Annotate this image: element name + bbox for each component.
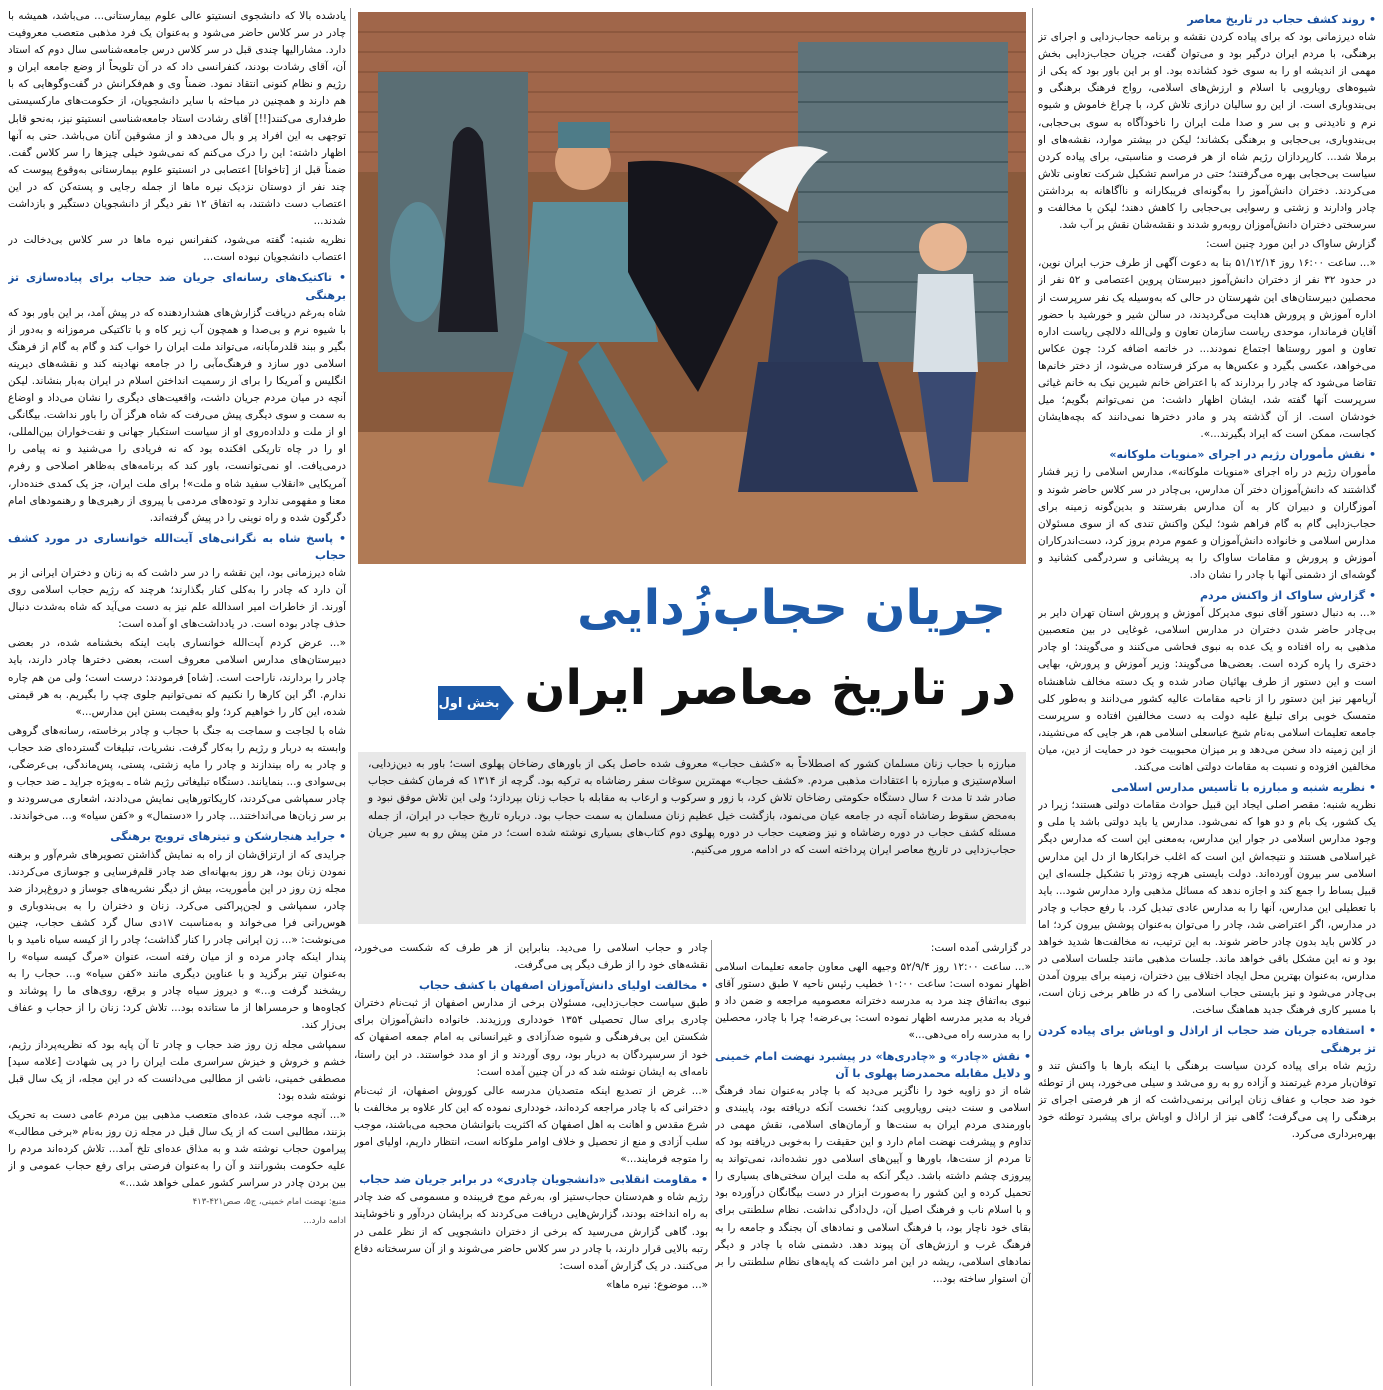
paragraph: مأموران رژیم در راه اجرای «منویات ملوکانه»، مدارس اسلامی را زیر فشار گذاشتند که دانش‌آموزان دختر آن مدارس، بی‌چادر در سر کلاس حاضر شوند و آموزگاران و دبیران کار به آن مدارس بفرستند و بدین‌گونه زمینه برای حجاب‌زدایی گام به گام فراهم شود؛ لیکن واکنش تندی که از سوی مسئولان مدارس اسلامی و خانواده دانش‌آموزان و عموم مردم بروز کرد، دست‌اندرکاران آموزش و پرورش و مقامات ساواک را به پریشانی و سردرگمی کشانید و گوشه‌ای از دشمنی آنها با چادر را نشان داد. — [1038, 466, 1376, 581]
paragraph: رژیم شاه برای پیاده کردن سیاست برهنگی با اینکه بارها با واکنش تند و توفان‌بار مردم غیرتمند و آزاده رو به رو می‌شد و سیلی می‌خورد، پس از توطئه خود ضد حجاب و عفاف زنان ایرانی برنمی‌داشت که از هر فرصتی اجرای تز برهنگی را پی می‌گرفت؛ گاهی نیز از اراذل و اوباش برای پیشبرد توطئه خود بهره‌برداری می‌کرد. — [1038, 1059, 1376, 1140]
part-badge-arrow — [500, 686, 514, 720]
column-bottom-middle — [715, 940, 1031, 1380]
paragraph: «... ساعت ۱۲:۰۰ روز ۵۲/۹/۴ وجیهه الهی معاون جامعه تعلیمات اسلامی اظهار نموده است: ساعت ۱۰:۰۰ خطیب رئیس ناحیه ۷ طبق دستور آقای نبوی به‌اتفاق چند مرد به مدرسه دخترانه معصومیه مراجعه و ضمن داد و فریاد به مدیر مدرسه اظهار نموده است: بی‌عرضه! چرا با چادر، محصلین را به مدرسه راه می‌دهی...» — [715, 961, 1031, 1042]
paragraph: گزارش ساواک در این مورد چنین است: — [1206, 238, 1376, 251]
paragraph: شاه به‌رغم دریافت گزارش‌های هشداردهنده که در پیش آمد، بر این باور بود که با شیوه نرم و بی‌صدا و همچون آب زیر کاه و با تاکتیکی مرموزانه و به‌دور از بگیر و ببند قلدرمآبانه، می‌تواند ملت ایران را خواب کند و گام به گام از فرهنگ اسلامی دور سازد و فرهنگ‌مآبی را در جامعه نهادینه کند و نقشه‌های دیرینه انگلیس و آمریکا را برای از رسمیت انداختن اسلام در ایران به‌بار بنشاند. لیکن آنچه در میان مردم جریان داشت، واقعیت‌های دیگری را نشان می‌داد و اوضاع به سمت و سوی دیگری پیش می‌رفت که شاه هرگز آن را باور نداشت. بیگانگی او از ملت و دلداده‌روی او از سیاست استکبار جهانی و نفت‌خواران بین‌المللی، او را در چاه تاریکی افکنده بود که نه فریادی را می‌شنید و نه پیامی را درمی‌یافت. او نمی‌توانست، باور کند که برنامه‌های به‌ظاهر اصلاحی و رفرم آمریکایی «انقلاب سفید شاه و ملت»! برای ملت ایران، جز یک کمدی خنده‌دار، معنا و مفهومی ندارد و توده‌های مردمی با پیروی از رهبری‌ها و رهنمودهای امام دگرگون شده و راه نوینی را در پیش گرفته‌اند. — [8, 306, 346, 524]
column-divider — [350, 8, 351, 1386]
paragraph: «... ساعت ۱۶:۰۰ روز ۵۱/۱۲/۱۴ بنا به دعوت آگهی از طرف حزب ایران نوین، در حدود ۳۲ نفر از دختران دانش‌آموز دبیرستان پروین اعتصامی و ۵۲ نفر از محصلین دبیرستان‌های این شهرستان در حالی که به‌وسیله یک نفر سرپرست از اداره آموزش و پرورش هدایت می‌گردیدند، در سالن شیر و خورشید با حضور آقایان فرماندار، موحدی ریاست سازمان تعاون و ولی‌الله دلالچی ریاست اداره تعاون و امور روستاها اجتماع نمودند... در خاتمه اضافه کرد: چون عکاس می‌خواهد، عکسی بگیرد و عکس‌ها به مرکز فرستاده می‌شود، از دختر خانم‌ها تقاضا می‌شود که چادر را بردارند که با اعتراض خانم شیرین نیک به خانم غیاثی سرپرست آنها گفته شد، ایشان اظهار داشت: من نمی‌توانم بگویم؛ میل خودشان است. از آن گذشته پدر و مادر دخترها نمی‌دانند که بچه‌هایشان کجاست، ممکن است که ایراد بگیرند...». — [1038, 257, 1376, 441]
column-divider — [1032, 8, 1033, 1386]
section-heading: • جراید هنجارشکن و تیترهای ترویج برهنگی — [110, 830, 346, 844]
paragraph: در گزارشی آمده است: — [930, 942, 1031, 954]
paragraph: سمپاشی مجله زن روز ضد حجاب و چادر تا آن پایه بود که نظریه‌پرداز رژیم، خشم و خروش و خیزش سراسری ملت ایران را در پی شهادت [علامه سید] مصطفی خمینی، ناشی از مطالبی می‌دانست که در این مجله، از یک سال قبل نوشته شده بود: — [8, 1038, 346, 1102]
section-heading: • مخالفت اولیای دانش‌آموزان اصفهان با کشف حجاب — [419, 979, 708, 993]
footnote: ادامه دارد... — [303, 1216, 346, 1227]
column-divider — [711, 940, 712, 1386]
headline-line-1: جریان حجاب‌زُدایی — [577, 580, 1006, 636]
section-heading: • نظریه شنبه و مبارزه با تأسیس مدارس اسلامی — [1111, 781, 1376, 795]
hero-illustration-svg — [358, 12, 1026, 564]
column-right — [1038, 8, 1376, 1388]
column-left — [8, 8, 346, 1388]
lead-paragraph: مبارزه با حجاب زنان مسلمان کشور که اصطلاحاً به «کشف حجاب» معروف شده حاصل یکی از باورهای رضاخان پهلوی است؛ باور به دین‌زدایی، اسلام‌ستیزی و مبارزه با اعتقادات مذهبی مردم. «کشف حجاب» مهمترین سوغات سفر رضاشاه به ترکیه بود. گرچه از ۱۳۱۴ که فرمان کشف حجاب صادر شد تا مدت ۶ سال دستگاه حکومتی رضاخان تلاش کرد، با زور و سرکوب و ارعاب به مقابله با حجاب زنان بپردازد؛ ولی این تلاش موفق نبود و به‌محض سقوط رضاشاه آنچه در جامعه عیان می‌نمود، بازگشت خیل عظیم زنان مسلمان به سمت حجاب بود. درباره تاریخ حجاب در ایران، از جمله مسئله کشف حجاب در دوره رضاشاه و نیز وضعیت حجاب در دوره پهلوی دوم کتاب‌های بسیاری نوشته شده است؛ در متن پیش رو به سیر جریان حجاب‌زدایی در تاریخ معاصر ایران پرداخته است که در ادامه مرور می‌کنیم. — [358, 752, 1026, 924]
paragraph: «... به دنبال دستور آقای نبوی مدیرکل آموزش و پرورش استان تهران دایر بر بی‌چادر حاضر شدن دختران در مدارس اسلامی، غوغایی در بین متعصبین مذهبی به راه افتاده و یک عده به نبوی فحاشی می‌کنند و می‌گویند: او چادر دختری را پاره کرده است. بعضی‌ها می‌گویند: وزیر آموزش و پرورش، بهایی است و این دستور از طرف بهائیان صادر شده و یک دسته مخالف شاهنشاه آریامهر نیز این دستور را از ناحیه مقامات عالیه کشور می‌دانند و به‌طور کلی متمسک خوبی برای تبلیغ علیه دولت به دست مخالفین افتاده و سرپرست جامعه تعلیمات اسلامی به‌نام شیخ عباسعلی اسلامی هم، هر جایی که می‌نشیند، از این زمینه داد سخن می‌دهد و بر میزان محبوبیت خود در حمایت از دین، میان مخالفین افزوده و نسبت به مقامات دولتی اهانت می‌کند. — [1038, 607, 1376, 774]
section-heading: • تاکتیک‌های رسانه‌ای جریان ضد حجاب برای پیاده‌سازی تز برهنگی — [8, 271, 346, 302]
paragraph: طبق سیاست حجاب‌زدایی، مسئولان برخی از مدارس اصفهان از ثبت‌نام دختران چادری برای سال تحصیلی ۱۳۵۴ خودداری ورزیدند. خانواده دانش‌آموزان برای شکستن این بی‌فرهنگی و شیوه ضدآزادی و غیرانسانی به امام جمعه اصفهان که خود از سرسپردگان به دربار بود، روی آوردند و از او مدد خواستند. در این راستا، نامه‌ای به ایشان نوشته شد که در آن چنین آمده است: — [354, 997, 708, 1078]
paragraph: نظریه شنبه: گفته می‌شود، کنفرانس نیره ماها در سر کلاس بی‌دخالت در اعتصاب دانشجویان نبوده است... — [8, 234, 346, 264]
hero-illustration — [358, 12, 1026, 564]
part-badge: بخش اول — [438, 686, 500, 720]
section-heading: • نقش مأموران رژیم در اجرای «منویات ملوکانه» — [1109, 448, 1376, 462]
paragraph: «... آنچه موجب شد، عده‌ای متعصب مذهبی بین مردم عامی دست به تحریک بزنند، مطالبی است که از یک سال قبل در مجله زن روز به‌نام «برخی مطالب» پیرامون حجاب نوشته شد و به مذاق عده‌ای تلخ آمد... تلاش کرده‌اند مردم را علیه حکومت بشورانند و آن را به‌عنوان فرصتی برای رفع حجاب عمومی و از بین بردن چادر در سراسر کشور عملی خواهد شد...» — [8, 1108, 346, 1190]
paragraph: شاه دیرزمانی بود که برای پیاده کردن نقشه و برنامه حجاب‌زدایی و اجرای تز برهنگی، با مردم ایران درگیر بود و می‌توان گفت، جریان حجاب‌زدایی بخش مهمی از اندیشه او را به سوی خود کشانده بود. او بر این باور بود که یکی از شیوه‌های رویارویی با اسلام و ارزش‌های اسلامی، رواج فرهنگ برهنگی و بی‌بندوباری است. از این رو سالیان درازی تلاش کرد، با چراغ خاموش و شیوه نرم و نادیدنی و بی سر و صدا ملت ایران را ناخودآگاه به سوی بی‌حجابی، بی‌بندوباری، بی‌حجابی و برهنگی بکشاند؛ لیکن در بیشتر موارد، نقشه‌های او برملا شد... کارپردازان رژیم شاه از هر فرصت و مناسبتی، برای پیاده کردن سیاست بی‌حجابی بهره می‌گرفتند؛ حتی در مراسم تشکیل شرکت تعاونی تلاش می‌کردند. دختران دانش‌آموز را به‌گونه‌ای فریبکارانه و ناآگاهانه به برداشتن چادر وادارند و زشتی و رسوایی بی‌حجابی را کاهش دهند؛ لیکن با مخالفت و سرسختی دختران دانش‌آموزان روبه‌رو شدند و نقشه‌شان نقش بر آب شد. — [1038, 31, 1376, 232]
paragraph: «... غرض از تصدیع اینکه متصدیان مدرسه عالی کوروش اصفهان، از ثبت‌نام دخترانی که با چادر مراجعه کرده‌اند، خودداری نموده که این کار علاوه بر مخالفت با شرع مقدس و اهانت به اهل اصفهان که اکثریت بانوانشان محجبه می‌باشند، موجب سلب آزادی و منع از تحصیل و خلاف اوامر ملوکانه است، انتظار داریم، اولیای امور را متوجه فرمایند...» — [354, 1084, 708, 1166]
paragraph: جرایدی که از ارتزاق‌شان از راه به نمایش گذاشتن تصویرهای شرم‌آور و برهنه نمودن زنان بود، هر روز به‌بهانه‌ای ضد چادر قلم‌فرسایی و جوسازی می‌کردند. مجله زن روز در این مأموریت، بیش از دیگر نشریه‌های جوساز و دروغ‌پرداز ضد چادر، سمپاشی و لجن‌پراکنی می‌کرد. زنان و دختران را به بی‌بندوباری و هوس‌رانی فرا می‌خواند و به‌مناسبت ۱۷دی سال گرد کشف حجاب، چنین می‌نوشت: «... زن ایرانی چادر را کنار گذاشت؛ چادر را از کیسه سیاه نامید و با پندار اینکه چادر مرده و از میان رفته است، عنوان «مرگ کیسه سیاه» را به‌عنوان تیتر برگزید و با عناوین دیگری مانند «کفن سیاه» و... حجاب را به ریشخند گرفت و...» و دیروز سیاه چادر و برقع، روی‌های ما را پوشاند و کجاوه‌ها و حرمسراها از ما ستانده بود... تلاش کرد: زنان را از حجاب و عفاف بی‌زار کند. — [8, 848, 346, 1032]
section-heading: • پاسخ شاه به نگرانی‌های آیت‌الله خوانساری در مورد کشف حجاب — [8, 531, 346, 562]
paragraph: شاه از دو زاویه خود را ناگزیر می‌دید که با چادر به‌عنوان نماد فرهنگ اسلامی و سنت دینی رویارویی کند؛ نخست آنکه دریافته بود، پایبندی و باورمندی مردم ایران به سنت‌ها و آرمان‌های اسلامی، نقش مهمی در تداوم و پیشرفت نهضت امام دارد و این حقیقت را به‌خوبی دریافته بود که تا مردم از سنت‌ها، باورها و آیین‌های اسلامی دور نشده‌اند، نمی‌تواند به پیروزی چشم داشته باشد. دیگر آنکه به ملت ایران سختی‌های بسیاری را تحمیل کرده و این کشور را به‌صورت ابزار در دست بیگانگان درآورده بود و با اسلام ناب و فرهنگ اصیل آن، دل‌دادگی نداشت. نظام سلطنتی برای بقای خود ناچار بود، با فرهنگ اسلامی و نمادهای آن بجنگد و جامعه را به فرهنگ غرب و ارزش‌های آن پیوند دهد. دشمنی شاه با چادر و دیگر نمادهای اسلامی، ریشه در این امر داشت که پایه‌های نظام سلطنتی را بر آن استوار ساخته بود... — [715, 1084, 1031, 1285]
section-heading: • روند کشف حجاب در تاریخ معاصر — [1187, 13, 1376, 26]
paragraph: یادشده بالا که دانشجوی انستیتو عالی علوم بیمارستانی... می‌باشد، همیشه با چادر در سر کلاس حاضر می‌شود و به‌عنوان یک فرد مذهبی متعصب معروفیت دارد. مشارالیها چندی قبل در سر کلاس درس جامعه‌شناسی سال دوم که استاد آن، آقای رشادت بودند، کنفرانسی داد که در آن تلویحاً از وضع جامعه ایران و رژیم و نظام کنونی انتقاد نمود. ضمناً وی و هم‌فکرانش در گفت‌وگوهایی که با هم دارند و همچنین در مباحثه با سایر دانشجویان، از حکومت‌های مارکسیستی طرفداری می‌کنند[!!] آقای رشادت استاد جامعه‌شناسی انستیتو نیز، به‌نحو قابل توجهی به این افراد پر و بال می‌دهد و از مشوقین آنان می‌باشد. حتی به آنها اظهار داشته: این را درک می‌کنم که نمی‌شود خیلی چیزها را سر کلاس گفت. ضمناً قبل از [تاخوانا] اعتصابی در انستیتو علوم بیمارستانی به‌وقوع پیوست که چند نفر از دوستان نزدیک نیره ماها از جمله رجایی و پسته‌کن که در این اعتصاب دست داشتند، به اتفاق ۱۲ نفر دیگر از دانشجویان دستگیر و بازداشت شدند... — [8, 10, 346, 228]
column-bottom-left — [354, 940, 708, 1380]
paragraph: چادر و حجاب اسلامی را می‌دید. بنابراین از هر طرف که شکست می‌خورد، نقشه‌های خود را از طرف دیگر پی می‌گرفت. — [354, 942, 708, 972]
footnote: منبع: نهضت امام خمینی، ج۵، صص۴۲۱-۴۱۳ — [192, 1197, 346, 1208]
paragraph: «... عرض کردم آیت‌الله خوانساری بابت اینکه بخشنامه شده، در بعضی دبیرستان‌های مدارس اسلامی معروف است، بعضی دخترها چادر دارند، باید چادر را بردارند، ناراحت است. [شاه] فرمودند: درست است؛ ولی من هم چاره ندارم. اگر این کارها را نکنیم که نمی‌توانیم جلوی چپ را بگیریم. به هر قیمتی شده، این کار را خواهیم کرد؛ ولو به‌قیمت بستن این مدارس...» — [8, 637, 346, 718]
paragraph: نظریه شنبه: مقصر اصلی ایجاد این قبیل حوادث مقامات دولتی هستند؛ زیرا در یک کشور، یک بام و دو هوا که نمی‌شود. مدارس یا باید دولتی باشد یا ملی و وجود مدارس اسلامی در جوار این مدارس، به‌معنی این است که مدارس دیگر غیراسلامی هستند و نتیجه‌اش این است که اغلب خرابکارها از دل این مدارس اسلامی سر بیرون آورده‌اند. دولت بایستی هرچه زودتر با تشکیل جلسه‌ای این قبیل بساط را جمع کند و اجازه ندهد که مسائل مذهبی وارد مدارس شود... باید با تعطیلی این مدارس، آنها را به مدارس عادی تبدیل کرد. با رفع حجاب و چادر در مدارس، اگر اعتراضی شد، چادر را می‌توان به‌عنوان پوشش بیرون کرد؛ اما در کلاس باید بدون چادر حاضر شوند. به این ترتیب، نه مخالفت‌ها شدید خواهد بود و نه این مشکل باقی خواهد ماند. جلسات مذهبی مانند جلسات اسلامی در مدارس، به‌عنوان بهترین محل ایجاد اختلاف بین دختران، زمینه برای بیرون آمدن بی‌چادر می‌شود و نیز بایستی حجاب اسلامی را که در ظاهر برخی زنان است، با مسیر کاری فرهنگ جدید هماهنگ ساخت. — [1038, 799, 1376, 1017]
section-heading: • استفاده جریان ضد حجاب از اراذل و اوباش برای پیاده کردن تز برهنگی — [1038, 1024, 1376, 1055]
paragraph: شاه با لجاجت و سماجت به جنگ با حجاب و چادر برخاسته، رسانه‌های گروهی وابسته به دربار و رژیم را به‌کار گرفت. نشریات، تبلیغات گسترده‌ای ضد حجاب و چادر به راه بیندازند و چادر را مایه زشتی، پستی، پس‌ماندگی، بی‌عرضگی، بی‌سوادی و... بنمایانند. دستگاه تبلیغاتی رژیم شاه ـ به‌ویژه جراید ـ ضد حجاب و چادر سمپاشی می‌کردند، کاریکاتورهایی نمایش می‌دادند، اشعاری می‌سرودند و بر سر زبان‌ها می‌انداختند... چادر را «دستمال» و «کفن سیاه» و... می‌خواندند. — [8, 724, 346, 823]
headline-line-2: در تاریخ معاصر ایران — [524, 660, 1016, 716]
section-heading: • مقاومت انقلابی «دانشجویان چادری» در برابر جریان ضد حجاب — [359, 1173, 708, 1187]
title-block — [358, 568, 1026, 746]
section-heading: • نقش «چادر» و «چادری‌ها» در پیشبرد نهضت امام خمینی و دلایل مقابله محمدرضا پهلوی با آن — [715, 1049, 1031, 1080]
paragraph: شاه دیرزمانی بود، این نقشه را در سر داشت که به زنان و دختران ایرانی از بر آن دارد که چادر را به‌کلی کنار بگذارند؛ هرچند که رژیم حجاب اسلامی روی آورند. از خاطرات امیر اسدالله علم نیز به دست می‌آید که شاه به‌شدت دنبال حذف چادر بوده است. در یادداشت‌های او آمده است: — [8, 567, 346, 631]
paragraph: «... موضوع: نیره ماها» — [606, 1278, 708, 1291]
section-heading: • گزارش ساواک از واکنش مردم — [1199, 589, 1376, 603]
paragraph: رژیم شاه و هم‌دستان حجاب‌ستیز او، به‌رغم موج فریبنده و مسمومی که ضد چادر به راه انداخته بودند، گزارش‌هایی دریافت می‌کردند که برایشان دردآور و ناخوشایند بود. گاهی گزارش می‌رسید که برخی از دختران دانشجویی که از نظر علمی در رتبه بالایی قرار دارند، با چادر در سر کلاس حاضر می‌شوند و از آن سرسختانه دفاع می‌کنند. در یک گزارش آمده است: — [354, 1191, 708, 1272]
